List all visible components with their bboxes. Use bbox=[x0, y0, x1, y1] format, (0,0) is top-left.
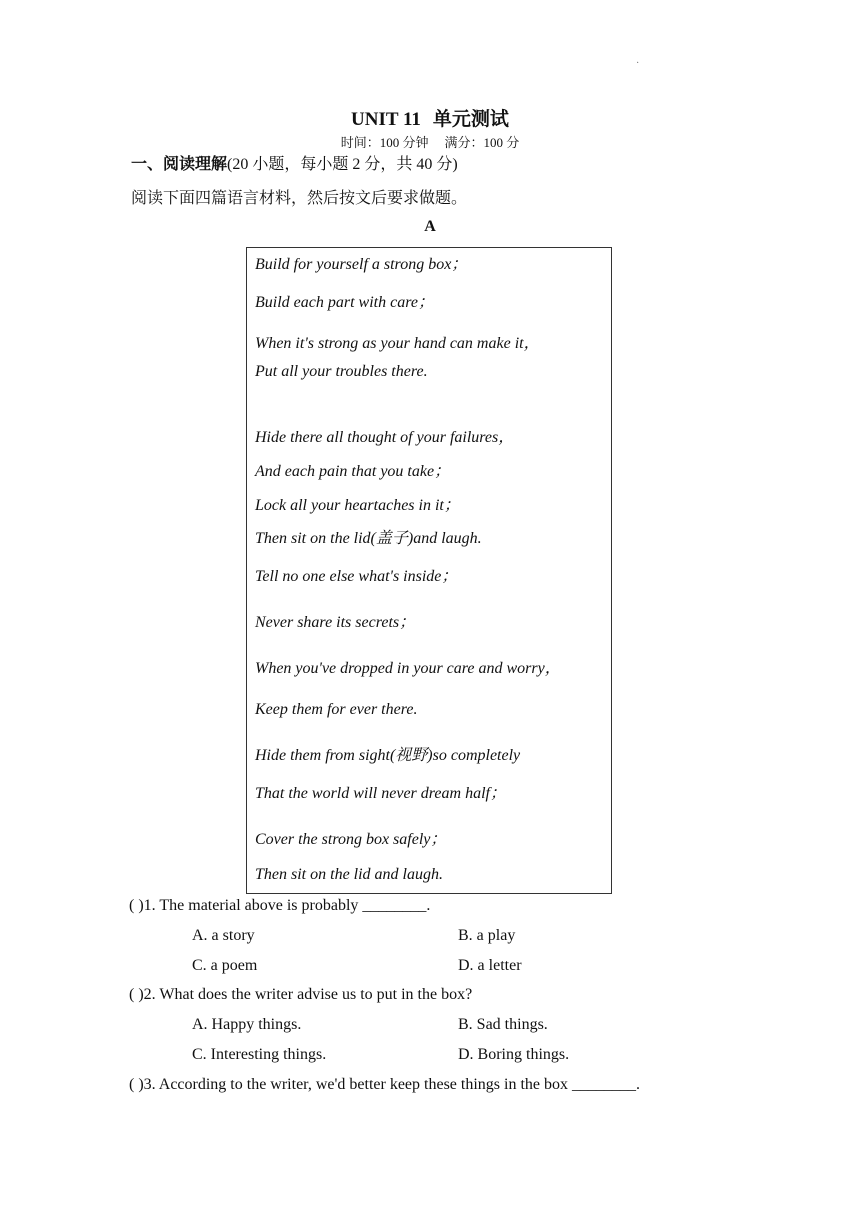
poem-line: Then sit on the lid(盖子)and laugh. bbox=[255, 530, 482, 547]
poem-line: When you've dropped in your care and worry， bbox=[255, 660, 561, 677]
poem-line: Build for yourself a strong box； bbox=[255, 256, 468, 273]
question-1-option-a: A. a story bbox=[192, 927, 255, 944]
page-mark: · bbox=[636, 58, 640, 69]
exam-meta bbox=[0, 132, 860, 151]
poem-line: That the world will never dream half； bbox=[255, 785, 506, 802]
question-2: ( )2. What does the writer advise us to put in the box? bbox=[129, 986, 473, 1003]
question-2-option-c: C. Interesting things. bbox=[192, 1046, 327, 1063]
page-title bbox=[0, 104, 860, 131]
question-3: ( )3. According to the writer, we'd better keep these things in the box ________. bbox=[129, 1076, 641, 1093]
unit-test-name: 单元测试 bbox=[432, 109, 509, 130]
question-2-option-a: A. Happy things. bbox=[192, 1016, 302, 1033]
poem-line: Never share its secrets； bbox=[255, 614, 416, 631]
question-2-option-b: B. Sad things. bbox=[458, 1016, 548, 1033]
poem-line: Hide there all thought of your failures， bbox=[255, 429, 515, 446]
poem-line: Build each part with care； bbox=[255, 294, 434, 311]
passage-label: A bbox=[424, 218, 436, 235]
poem-line: Cover the strong box safely； bbox=[255, 831, 447, 848]
question-1-option-d: D. a letter bbox=[458, 957, 522, 974]
question-1: ( )1. The material above is probably ________. bbox=[129, 897, 431, 914]
unit-number: UNIT 11 bbox=[351, 109, 421, 130]
question-1-option-b: B. a play bbox=[458, 927, 516, 944]
poem-line: And each pain that you take； bbox=[255, 463, 451, 480]
section-detail: (20 小题，每小题 2 分，共 40 分) bbox=[227, 156, 458, 173]
poem-box bbox=[246, 247, 612, 894]
instruction-text: 阅读下面四篇语言材料，然后按文后要求做题。 bbox=[131, 190, 468, 207]
full-score: 满分：100 分 bbox=[444, 135, 520, 150]
poem-line: Keep them for ever there. bbox=[255, 701, 418, 718]
poem-line: Lock all your heartaches in it； bbox=[255, 497, 460, 514]
poem-line: When it's strong as your hand can make it， bbox=[255, 335, 540, 352]
poem-line: Hide them from sight(视野)so completely bbox=[255, 747, 521, 764]
poem-line: Tell no one else what's inside； bbox=[255, 568, 458, 585]
time-limit: 时间：100 分钟 bbox=[340, 135, 429, 150]
section-title: 一、阅读理解 bbox=[131, 156, 228, 173]
question-2-option-d: D. Boring things. bbox=[458, 1046, 570, 1063]
question-1-option-c: C. a poem bbox=[192, 957, 258, 974]
section-heading bbox=[131, 151, 458, 174]
poem-line: Put all your troubles there. bbox=[255, 363, 428, 380]
poem-line: Then sit on the lid and laugh. bbox=[255, 866, 443, 883]
